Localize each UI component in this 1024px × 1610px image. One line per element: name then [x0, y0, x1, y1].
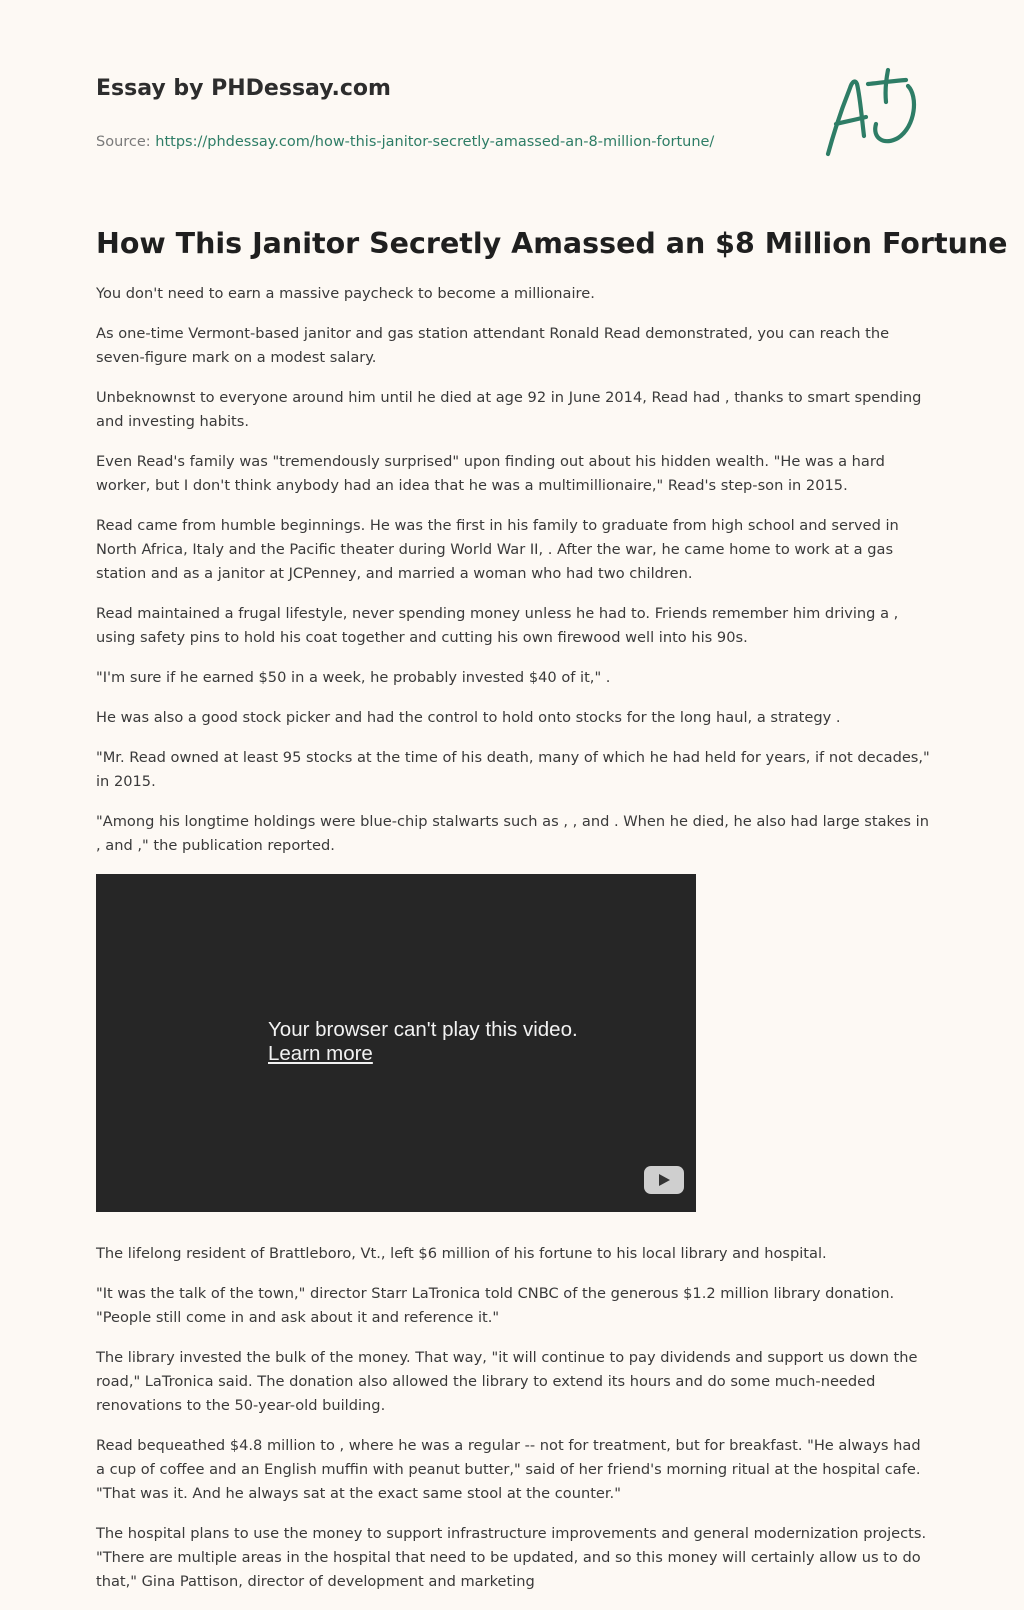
- paragraph: Even Read's family was "tremendously surprised" upon finding out about his hidden wealth. "He was a hard worker, but I don't think anybody had an idea that he was a multimillionaire," Read's step-son in 2015.: [96, 453, 885, 494]
- video-player[interactable]: [96, 874, 696, 1212]
- learn-more-link[interactable]: Learn more: [268, 1042, 373, 1065]
- video-error-text: Your browser can't play this video.: [268, 1018, 578, 1041]
- paragraph: You don't need to earn a massive paycheck to become a millionaire.: [96, 285, 595, 302]
- paragraph: The lifelong resident of Brattleboro, Vt., left $6 million of his fortune to his local library and hospital.: [96, 1245, 827, 1262]
- paragraph: The hospital plans to use the money to support infrastructure improvements and general modernization projects. "There are multiple areas in the hospital that need to be updated, and so this money will certainly allow us to do that," Gina Pattison, director of development and marketing: [96, 1525, 927, 1590]
- paragraph: He was also a good stock picker and had the control to hold onto stocks for the long haul, a strategy .: [96, 709, 841, 726]
- paragraph: Unbeknownst to everyone around him until he died at age 92 in June 2014, Read had , thanks to smart spending and investing habits.: [96, 389, 922, 430]
- source-line: [96, 132, 836, 152]
- paragraph: "It was the talk of the town," director Starr LaTronica told CNBC of the generous $1.2 million library donation. "People still come in and ask about it and reference it.": [96, 1285, 895, 1326]
- paragraph: Read bequeathed $4.8 million to , where he was a regular -- not for treatment, but for breakfast. "He always had a cup of coffee and an English muffin with peanut butter," said of her friend's morning ritual at the hospital cafe. "That was it. And he always sat at the exact same stool at the counter.": [96, 1437, 921, 1502]
- a-plus-logo-icon: [818, 66, 930, 168]
- paragraph: "Among his longtime holdings were blue-chip stalwarts such as , , and . When he died, he also had large stakes in , and ," the publication reported.: [96, 813, 929, 854]
- video-error-message: [268, 1018, 578, 1066]
- paragraph: "I'm sure if he earned $50 in a week, he probably invested $40 of it," .: [96, 669, 611, 686]
- play-button[interactable]: [644, 1166, 684, 1194]
- paragraph: Read came from humble beginnings. He was the first in his family to graduate from high school and served in North Africa, Italy and the Pacific theater during World War II, . After the war, he came home to work at a gas station and as a janitor at JCPenney, and married a woman who had two children.: [96, 517, 899, 582]
- article: [96, 222, 1008, 1610]
- article-title: How This Janitor Secretly Amassed an $8 Million Fortune: [96, 227, 1008, 260]
- article-body: [96, 282, 930, 1594]
- paragraph: "Mr. Read owned at least 95 stocks at the time of his death, many of which he had held for years, if not decades," in 2015.: [96, 749, 930, 790]
- play-icon: [659, 1174, 670, 1186]
- site-title: Essay by PHDessay.com: [96, 76, 391, 101]
- paragraph: The library invested the bulk of the money. That way, "it will continue to pay dividends and support us down the road," LaTronica said. The donation also allowed the library to extend its hours and do some much-needed renovations to the 50-year-old building.: [96, 1349, 918, 1414]
- page-header: [96, 72, 836, 152]
- source-link[interactable]: https://phdessay.com/how-this-janitor-secretly-amassed-an-8-million-fortune/: [155, 134, 715, 150]
- paragraph: As one-time Vermont-based janitor and gas station attendant Ronald Read demonstrated, you can reach the seven-figure mark on a modest salary.: [96, 325, 890, 366]
- paragraph: Read maintained a frugal lifestyle, never spending money unless he had to. Friends remember him driving a , using safety pins to hold his coat together and cutting his own firewood well into his 90s.: [96, 605, 899, 646]
- source-label: Source:: [96, 134, 156, 150]
